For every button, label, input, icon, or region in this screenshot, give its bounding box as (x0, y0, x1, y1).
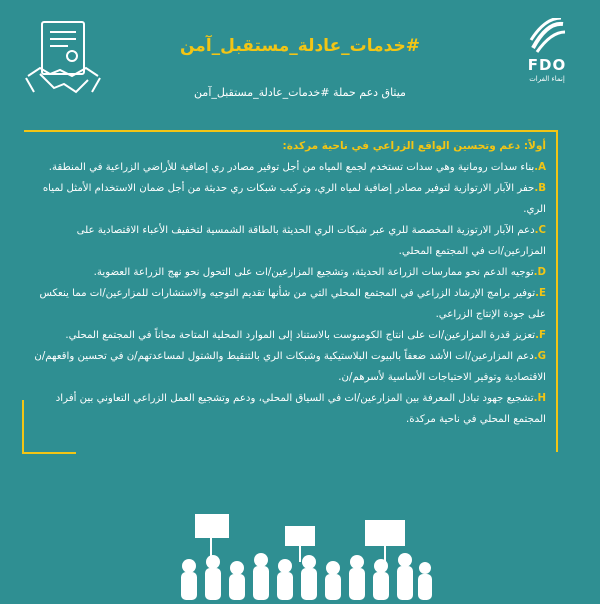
item-text: تعزيز قدرة المزارعين/ات على انتاج الكومبوست بالاستناد إلى الموارد المحلية المتاحة مجاناً في المجتمع المحلي. (65, 330, 536, 341)
organization-logo (512, 18, 582, 96)
list-item (30, 262, 546, 283)
list-item (30, 346, 546, 388)
item-letter: H. (533, 393, 546, 404)
list-item (30, 157, 546, 178)
list-item (30, 388, 546, 430)
logo-text: FDO (527, 56, 567, 74)
item-letter: C. (534, 225, 546, 236)
item-letter: G. (533, 351, 546, 362)
item-text: بناء سدات رومانية وهي سدات تستخدم لجمع المياه من أجل توفير مصادر ري إضافية للأراضي الزراعية في المنطقة. (48, 162, 535, 173)
item-letter: D. (533, 267, 546, 278)
item-text: تشجيع جهود تبادل المعرفة بين المزارعين/ات في السياق المحلي، ودعم وتشجيع العمل الزراعي التعاوني بين أفراد المجتمع المحلي في ناحية مركدة. (55, 393, 546, 425)
crowd-protest-icon (175, 510, 435, 600)
campaign-subtitle: ميثاق دعم حملة #خدمات_عادلة_مستقبل_آمن (194, 86, 406, 99)
list-item (30, 220, 546, 262)
item-letter: F. (535, 330, 546, 341)
charter-content (30, 136, 546, 430)
item-letter: E. (535, 288, 546, 299)
item-letter: A. (534, 162, 546, 173)
item-text: دعم المزارعين/ات الأشد ضعفاً بالبيوت البلاستيكية وشبكات الري بالتنقيط والشتول لمساعدتهم/ن في تحسين واقعهم/ن الاقتصادية وتوفير الاحتياجات الأساسية لأسرهم/ن. (34, 351, 546, 383)
logo-subtext: إنماء الفرات (529, 75, 565, 83)
section-title: أولاً: دعم وتحسين الواقع الزراعي في ناحية مركدة: (282, 140, 546, 152)
item-text: توفير برامج الإرشاد الزراعي في المجتمع المحلي التي من شأنها تقديم التوجيه والاستشارات للمزارعين/ات مما ينعكس على جودة الإنتاج الزراعي. (39, 288, 546, 320)
campaign-hashtag-title: #خدمات_عادلة_مستقبل_آمن (180, 36, 420, 56)
list-item (30, 178, 546, 220)
item-text: دعم الآبار الارتوزية المخصصة للري عبر شبكات الري الحديثة بالطاقة الشمسية لتخفيف الأعباء الاقتصادية على المزارعين/ات في المجتمع المحلي. (76, 225, 546, 257)
item-letter: B. (534, 183, 546, 194)
item-text: توجيه الدعم نحو ممارسات الزراعة الحديثة، وتشجيع المزارعين/ات على التحول نحو نهج الزراعة العضوية. (93, 267, 534, 278)
list-item (30, 325, 546, 346)
list-item (30, 283, 546, 325)
item-text: حفر الآبار الارتوازية لتوفير مصادر إضافية لمياه الري، وتركيب شبكات ري حديثة من أجل ضمان الاستخدام الأمثل لمياه الري. (42, 183, 546, 215)
